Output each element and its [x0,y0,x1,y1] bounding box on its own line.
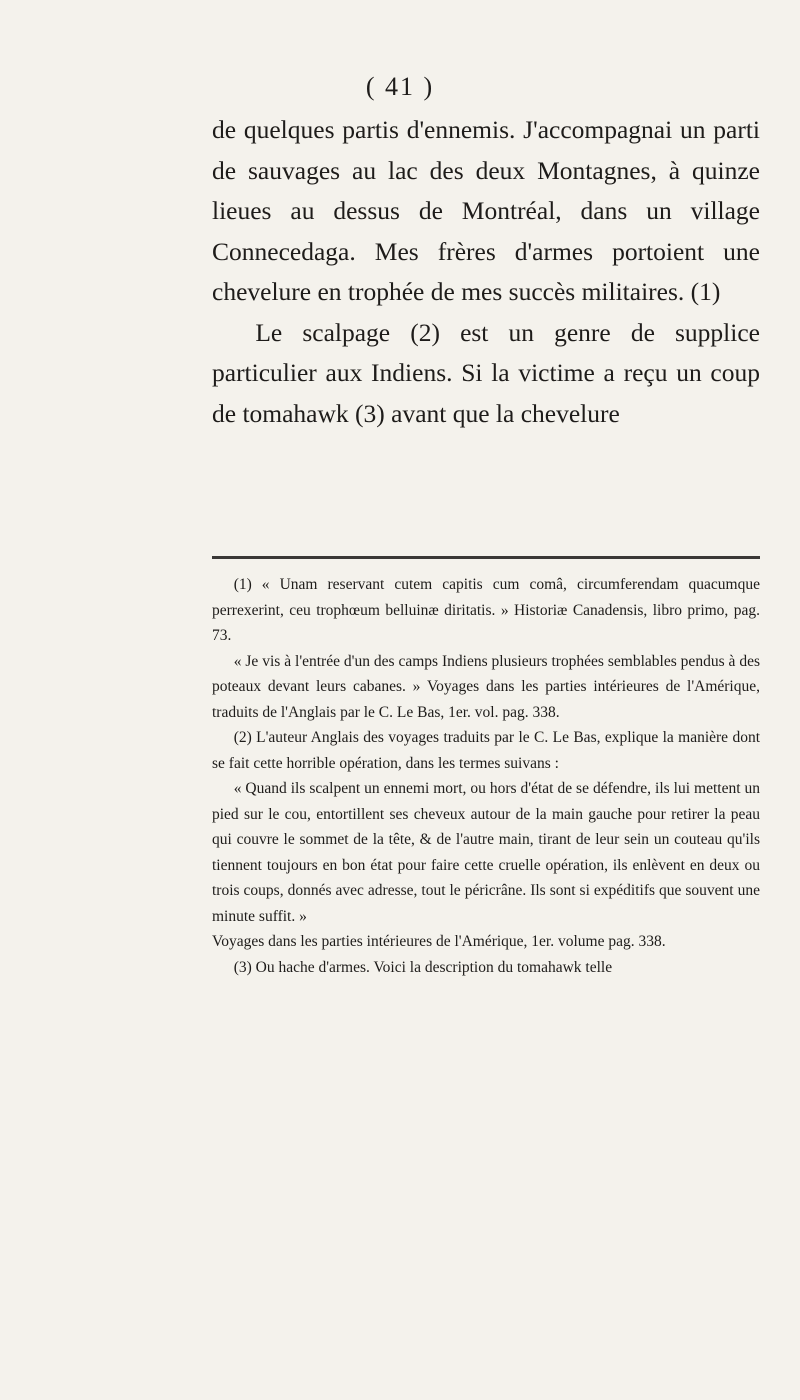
footnote-3: (3) Ou hache d'armes. Voici la description du tomahawk telle [233,958,613,976]
body-paragraph: Le scalpage (2) est un genre de supplice particulier aux Indiens. Si la victime a reçu un coup de tomahawk (3) avant que la chevelure [212,317,760,428]
page-number: ( 41 ) [365,72,435,101]
footnote-2-quote: « Quand ils scalpent un ennemi mort, ou hors d'état de se défendre, ils lui mettent un pied sur le cou, entortillent ses cheveux autour de la main gauche pour retirer la peau qui couvre le sommet de la tête, & de l'autre main, tirant de leur sein un couteau qu'ils tiennent toujours en bon état pour faire cette cruelle opération, ils enlèvent en deux ou trois coups, donnés avec adresse, tout le péricrâne. Ils sont si expéditifs que souvent une minute suffit. » [212,780,760,925]
main-text [212,110,760,434]
footnote-2-intro: (2) L'auteur Anglais des voyages traduits par le C. Le Bas, explique la manière dont se fait cette horrible opération, dans les termes suivans : [212,729,760,772]
footnote-1-french: « Je vis à l'entrée d'un des camps Indiens plusieurs trophées semblables pendus à des poteaux devant leurs cabanes. » Voyages dans les parties intérieures de l'Amérique, traduits de l'Anglais par le C. Le Bas, 1er. vol. pag. 338. [212,652,760,721]
footnote-divider [212,556,760,559]
footnote-2-source: Voyages dans les parties intérieures de l'Amérique, 1er. volume pag. 338. [212,933,666,950]
footnote-1-latin: (1) « Unam reservant cutem capitis cum comâ, circumferendam quacumque perrexerint, ceu trophœum belluinæ diritatis. » Historiæ Canadensis, libro primo, pag. 73. [212,576,760,644]
footnotes [212,572,760,980]
body-paragraph: de quelques partis d'ennemis. J'accompagnai un parti de sauvages au lac des deux Montagnes, à quinze lieues au dessus de Montréal, dans un village Connecedaga. Mes frères d'armes portoient une chevelure en trophée de mes succès militaires. (1) [212,115,760,306]
